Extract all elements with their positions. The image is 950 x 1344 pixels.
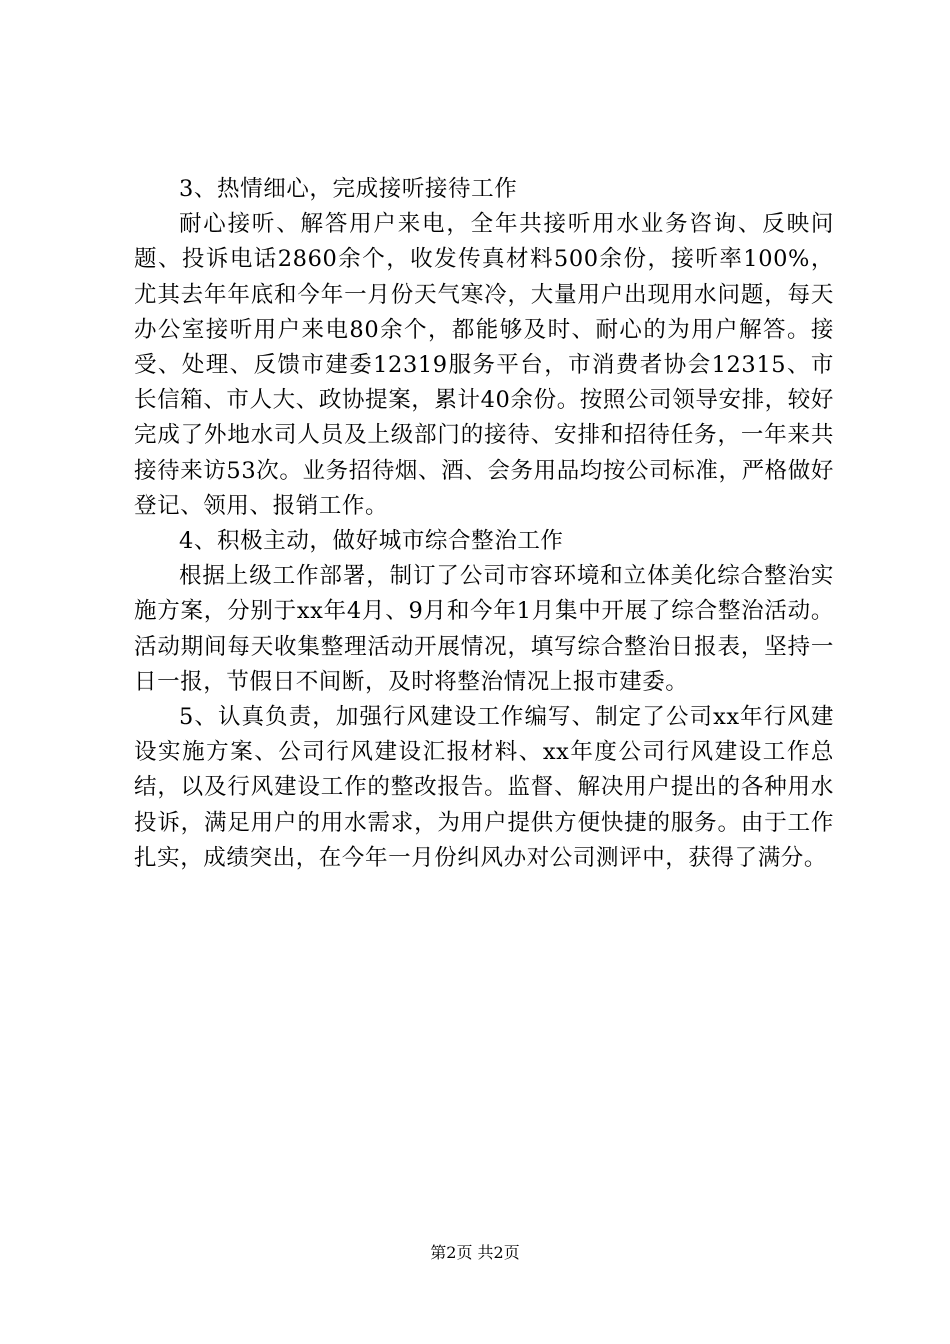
page-number-footer: 第2页 共2页 — [430, 1243, 520, 1262]
section-heading-reception: 3、热情细心，完成接听接待工作 — [179, 176, 518, 202]
paragraph-reception: 耐心接听、解答用户来电，全年共接听用水业务咨询、反映问题、投诉电话2860余个，收发传真材料500余份，接听率100%，尤其去年年底和今年一月份天气寒冷，大量用户出现用水问题，每天办公室接听用户来电80余个，都能够及时、耐心的为用户解答。接受、处理、反馈市建委12319服务平台，市消费者协会12315、市长信箱、市人大、政协提案，累计40余份。按照公司领导安排，较好完成了外地水司人员及上级部门的接待、安排和招待任务，一年来共接待来访53次。业务招待烟、酒、会务用品均按公司标准，严格做好登记、领用、报销工作。 — [134, 211, 834, 519]
paragraph-city-renovation: 根据上级工作部署，制订了公司市容环境和立体美化综合整治实施方案，分别于xx年4月、9月和今年1月集中开展了综合整治活动。活动期间每天收集整理活动开展情况，填写综合整治日报表，坚持一日一报，节假日不间断，及时将整治情况上报市建委。 — [134, 563, 834, 695]
paragraph-industry-conduct: 5、认真负责，加强行风建设工作编写、制定了公司xx年行风建设实施方案、公司行风建设汇报材料、xx年度公司行风建设工作总结，以及行风建设工作的整改报告。监督、解决用户提出的各种用水投诉，满足用户的用水需求，为用户提供方便快捷的服务。由于工作扎实，成绩突出，在今年一月份纠风办对公司测评中，获得了满分。 — [134, 704, 834, 871]
document-body — [134, 172, 834, 876]
section-heading-city-renovation: 4、积极主动，做好城市综合整治工作 — [179, 528, 564, 555]
